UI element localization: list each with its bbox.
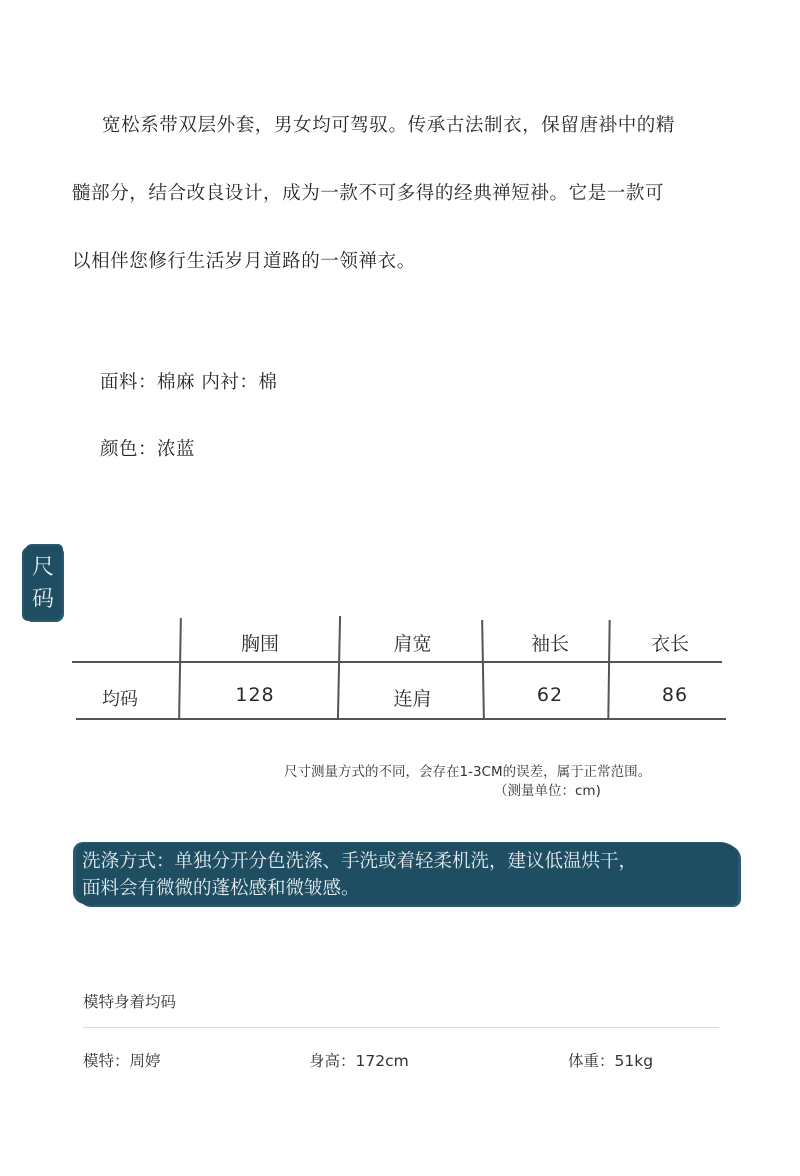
- table-divider: [178, 618, 181, 718]
- table-header: 袖长: [530, 633, 569, 655]
- washing-line: 洗涤方式：单独分开分色洗涤、手洗或着轻柔机洗，建议低温烘干，: [82, 851, 638, 872]
- description-line: 髓部分，结合改良设计，成为一款不可多得的经典禅短褂。它是一款可: [72, 183, 665, 204]
- table-header: 衣长: [650, 633, 689, 655]
- fabric-spec: 面料：棉麻 内衬：棉: [100, 372, 278, 393]
- model-height: 身高：172cm: [309, 1052, 409, 1070]
- model-name: 模特：周婷: [83, 1052, 161, 1070]
- badge-char: 码: [31, 587, 54, 612]
- table-header: 胸围: [240, 633, 279, 655]
- model-weight: 体重：51kg: [568, 1052, 654, 1070]
- table-rule: [72, 661, 722, 663]
- table-cell: 连肩: [393, 688, 432, 710]
- table-divider: [337, 616, 341, 719]
- divider: [83, 1027, 719, 1028]
- table-cell: 62: [536, 684, 564, 706]
- description-line: 宽松系带双层外套，男女均可驾驭。传承古法制衣，保留唐褂中的精: [102, 115, 676, 136]
- description-line: 以相伴您修行生活岁月道路的一领禅衣。: [72, 251, 416, 272]
- model-section-title: 模特身着均码: [83, 993, 177, 1011]
- table-row-label: 均码: [102, 689, 138, 710]
- washing-instructions: [76, 843, 738, 905]
- measurement-unit: （测量单位：cm): [494, 783, 601, 799]
- table-header: 肩宽: [393, 633, 432, 655]
- table-cell: 128: [235, 684, 275, 706]
- product-description: [72, 92, 762, 296]
- measurement-note: 尺寸测量方式的不同，会存在1-3CM的误差，属于正常范围。: [284, 764, 652, 780]
- color-spec: 颜色：浓蓝: [100, 439, 196, 460]
- table-cell: 86: [661, 684, 689, 706]
- washing-line: 面料会有微微的蓬松感和微皱感。: [82, 878, 360, 899]
- table-rule: [76, 718, 726, 720]
- badge-char: 尺: [31, 555, 54, 580]
- size-section-badge: [24, 546, 62, 620]
- table-divider: [481, 620, 484, 718]
